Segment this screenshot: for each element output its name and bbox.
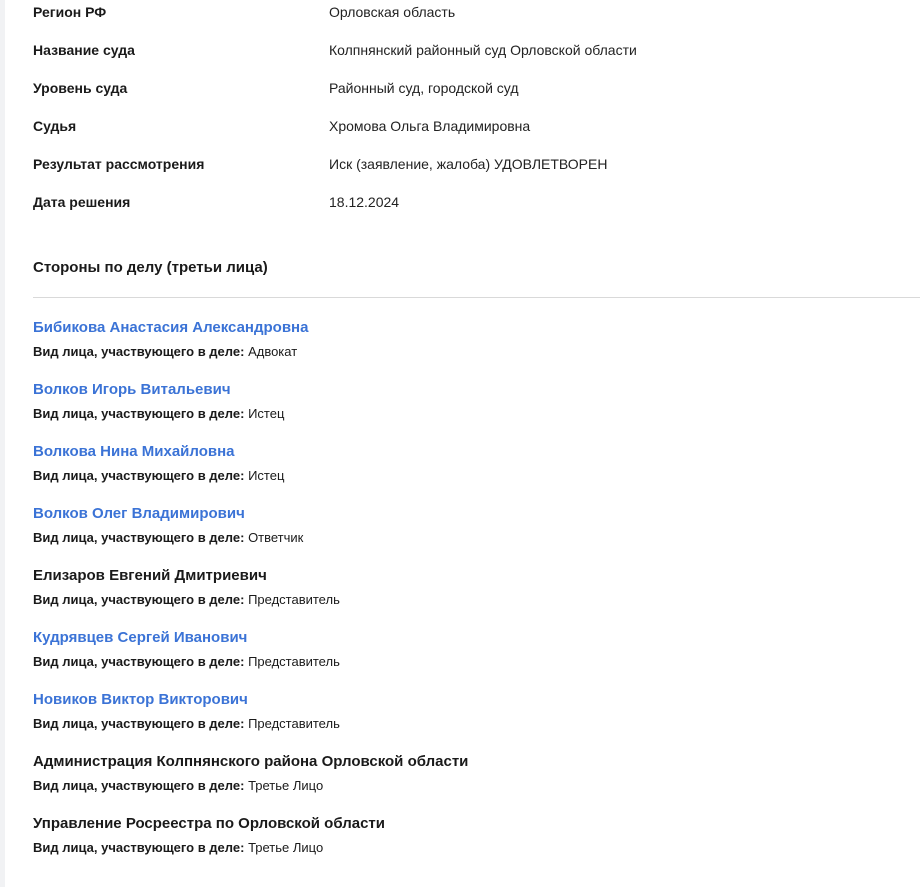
parties-section-title: Стороны по делу (третьи лица)	[33, 259, 268, 276]
party-role-value: Представитель	[248, 592, 340, 607]
info-label: Регион РФ	[33, 4, 107, 20]
party-role-value: Адвокат	[248, 344, 298, 359]
left-edge-strip	[0, 0, 5, 887]
party-role	[33, 467, 284, 485]
party-name: Администрация Колпнянского района Орловской области	[33, 753, 469, 770]
party-name-link[interactable]: Волкова Нина Михайловна	[33, 443, 235, 460]
info-label: Судья	[33, 118, 77, 134]
party-role-label: Вид лица, участвующего в деле:	[33, 530, 245, 545]
party-role	[33, 839, 323, 857]
party-item	[33, 504, 920, 566]
party-role-value: Третье Лицо	[248, 778, 324, 793]
case-details	[33, 0, 920, 855]
info-row-result	[33, 152, 920, 190]
party-role	[33, 343, 297, 361]
info-label: Дата решения	[33, 194, 131, 210]
info-value: Хромова Ольга Владимировна	[329, 118, 531, 134]
info-value: Районный суд, городской суд	[329, 80, 519, 96]
info-row-decision-date	[33, 190, 920, 228]
party-role	[33, 591, 340, 609]
party-name: Управление Росреестра по Орловской области	[33, 815, 385, 832]
party-name-link[interactable]: Бибикова Анастасия Александровна	[33, 319, 309, 336]
info-label: Название суда	[33, 42, 135, 58]
party-role-label: Вид лица, участвующего в деле:	[33, 716, 245, 731]
party-item	[33, 442, 920, 504]
info-row-court-level	[33, 76, 920, 114]
party-role-label: Вид лица, участвующего в деле:	[33, 344, 245, 359]
party-role-label: Вид лица, участвующего в деле:	[33, 778, 245, 793]
info-value: 18.12.2024	[329, 194, 400, 210]
info-label: Уровень суда	[33, 80, 128, 96]
party-role-value: Представитель	[248, 716, 340, 731]
parties-list	[33, 318, 920, 876]
party-item	[33, 318, 920, 380]
info-value: Колпнянский районный суд Орловской области	[329, 42, 637, 58]
party-role-label: Вид лица, участвующего в деле:	[33, 592, 245, 607]
info-row-court-name	[33, 38, 920, 76]
party-role	[33, 529, 303, 547]
party-role-value: Ответчик	[248, 530, 304, 545]
party-item	[33, 690, 920, 752]
info-label: Результат рассмотрения	[33, 156, 205, 172]
party-name-link[interactable]: Волков Игорь Витальевич	[33, 381, 231, 398]
party-role	[33, 777, 323, 795]
party-role-label: Вид лица, участвующего в деле:	[33, 468, 245, 483]
party-name-link[interactable]: Кудрявцев Сергей Иванович	[33, 629, 248, 646]
party-role-value: Истец	[248, 468, 285, 483]
party-role-label: Вид лица, участвующего в деле:	[33, 406, 245, 421]
party-item	[33, 752, 920, 814]
party-item	[33, 566, 920, 628]
party-item	[33, 380, 920, 442]
party-item	[33, 628, 920, 690]
party-role-label: Вид лица, участвующего в деле:	[33, 654, 245, 669]
party-name-link[interactable]: Новиков Виктор Викторович	[33, 691, 248, 708]
party-item	[33, 814, 920, 876]
party-name: Елизаров Евгений Дмитриевич	[33, 567, 267, 584]
info-value: Иск (заявление, жалоба) УДОВЛЕТВОРЕН	[329, 156, 608, 172]
info-value: Орловская область	[329, 4, 456, 20]
party-role	[33, 715, 340, 733]
section-divider	[33, 297, 920, 298]
info-row-region	[33, 0, 920, 38]
party-role-value: Представитель	[248, 654, 340, 669]
party-name-link[interactable]: Волков Олег Владимирович	[33, 505, 245, 522]
info-row-judge	[33, 114, 920, 152]
party-role-value: Истец	[248, 406, 285, 421]
party-role-value: Третье Лицо	[248, 840, 324, 855]
party-role	[33, 405, 284, 423]
party-role	[33, 653, 340, 671]
party-role-label: Вид лица, участвующего в деле:	[33, 840, 245, 855]
